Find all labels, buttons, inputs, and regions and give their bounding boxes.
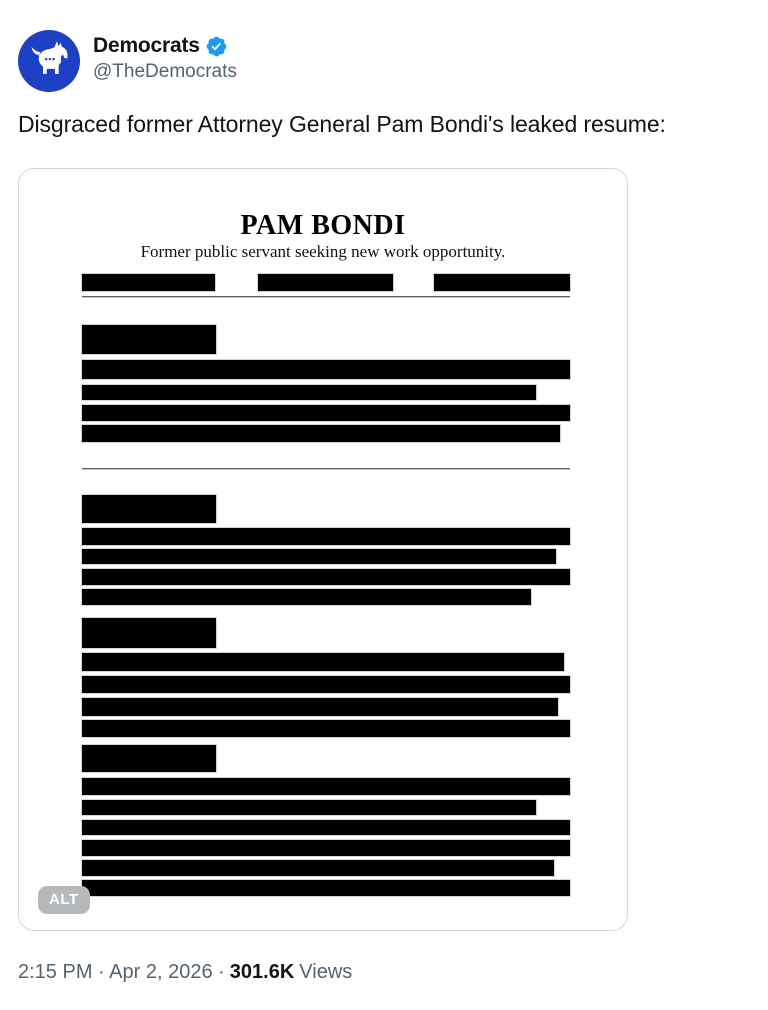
resume-subtitle: Former public servant seeking new work opportunity.: [140, 242, 506, 261]
redaction-bar-text-line: [82, 698, 558, 716]
views-label: Views: [299, 961, 353, 983]
redaction-bar-text-line: [82, 425, 560, 442]
avatar[interactable]: [18, 30, 80, 92]
redaction-bar-contact: [82, 274, 215, 291]
redaction-bar-text-line: [82, 405, 570, 421]
redaction-bar-section-header: [82, 325, 216, 354]
redaction-bar-text-line: [82, 778, 570, 795]
redaction-bar-text-line: [82, 840, 570, 856]
resume-title: PAM BONDI: [240, 210, 406, 241]
timestamp: 2:15 PM · Apr 2, 2026 ·: [18, 961, 225, 983]
redaction-bar-text-line: [82, 676, 570, 693]
redaction-bar-text-line: [82, 860, 554, 876]
author-name[interactable]: Democrats: [93, 34, 200, 57]
divider-line: [82, 296, 570, 297]
author-handle[interactable]: @TheDemocrats: [93, 61, 237, 82]
redaction-bar-text-line: [82, 720, 570, 737]
redaction-bar-contact: [258, 274, 393, 291]
democrats-donkey-logo: [26, 38, 72, 84]
tweet-footer: [18, 961, 352, 984]
redaction-bar-text-line: [82, 569, 570, 585]
redaction-bar-text-line: [82, 385, 536, 400]
redaction-bar-text-line: [82, 653, 564, 671]
redaction-bar-section-header: [82, 495, 216, 523]
redaction-bar-text-line: [82, 820, 570, 835]
verified-badge-icon: [205, 35, 228, 58]
views-count: 301.6K: [229, 961, 295, 983]
redaction-bar-contact: [434, 274, 570, 291]
redaction-bar-text-line: [82, 800, 536, 815]
tweet-header: [18, 30, 237, 92]
redaction-bar-section-header: [82, 745, 216, 772]
redaction-bar-text-line: [82, 880, 570, 896]
tweet-image[interactable]: [18, 168, 628, 931]
redaction-bar-text-line: [82, 549, 556, 564]
alt-badge[interactable]: ALT: [38, 886, 90, 914]
tweet-text: Disgraced former Attorney General Pam Bondi's leaked resume:: [18, 111, 666, 137]
divider-line: [82, 468, 570, 469]
author-names: [93, 30, 237, 83]
redaction-bar-section-header: [82, 618, 216, 648]
redaction-bar-text-line: [82, 589, 531, 605]
redaction-bar-text-line: [82, 360, 570, 379]
redaction-bar-text-line: [82, 528, 570, 545]
redaction-layer: [19, 169, 627, 930]
